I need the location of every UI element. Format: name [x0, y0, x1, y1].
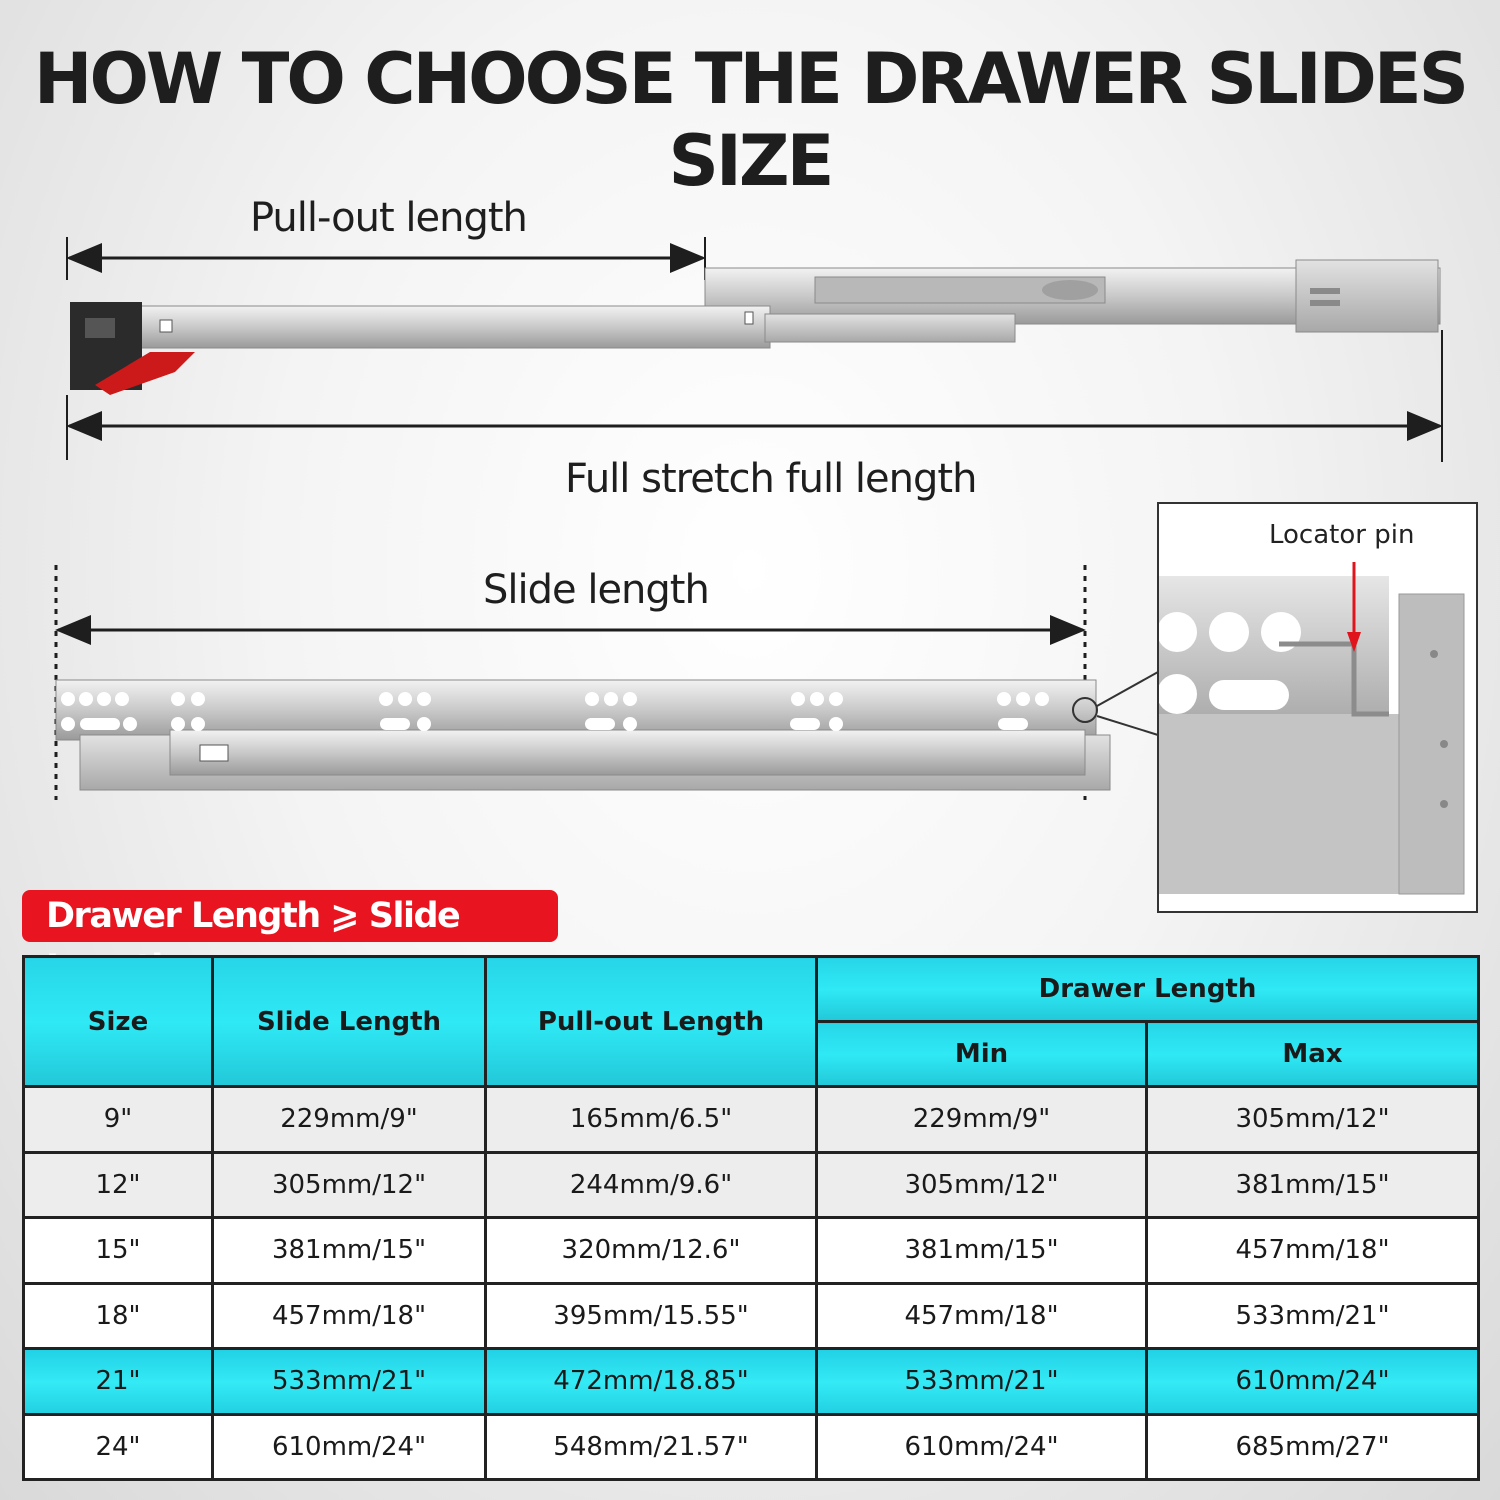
table-row [24, 1218, 1479, 1284]
size-table [22, 955, 1480, 1481]
cell-size: 15" [24, 1218, 213, 1284]
cell-drawer-min: 305mm/12" [817, 1152, 1147, 1218]
cell-pull-out-length: 472mm/18.85" [486, 1349, 817, 1415]
cell-drawer-max: 685mm/27" [1147, 1414, 1479, 1480]
cell-slide-length: 305mm/12" [213, 1152, 486, 1218]
table-row [24, 1414, 1479, 1480]
cell-drawer-min: 229mm/9" [817, 1087, 1147, 1153]
header-max: Max [1147, 1022, 1479, 1087]
locator-pin-closeup [1159, 504, 1478, 913]
header-drawer-length: Drawer Length [817, 957, 1479, 1022]
cell-drawer-min: 533mm/21" [817, 1349, 1147, 1415]
cell-drawer-min: 610mm/24" [817, 1414, 1147, 1480]
slide-length-label: Slide length [483, 567, 709, 613]
cell-slide-length: 610mm/24" [213, 1414, 486, 1480]
table-row [24, 1283, 1479, 1349]
cell-pull-out-length: 548mm/21.57" [486, 1414, 817, 1480]
cell-pull-out-length: 165mm/6.5" [486, 1087, 817, 1153]
cell-size: 9" [24, 1087, 213, 1153]
full-stretch-length-label: Full stretch full length [565, 456, 977, 502]
cell-pull-out-length: 320mm/12.6" [486, 1218, 817, 1284]
cell-drawer-max: 381mm/15" [1147, 1152, 1479, 1218]
page-title: HOW TO CHOOSE THE DRAWER SLIDES SIZE [33, 38, 1467, 202]
cell-drawer-max: 533mm/21" [1147, 1283, 1479, 1349]
cell-drawer-max: 457mm/18" [1147, 1218, 1479, 1284]
cell-pull-out-length: 395mm/15.55" [486, 1283, 817, 1349]
header-size: Size [24, 957, 213, 1087]
table-row [24, 1152, 1479, 1218]
header-pull-out-length: Pull-out Length [486, 957, 817, 1087]
cell-slide-length: 381mm/15" [213, 1218, 486, 1284]
cell-size: 18" [24, 1283, 213, 1349]
table-row [24, 1087, 1479, 1153]
locator-pin-label: Locator pin [1269, 520, 1415, 550]
full-stretch-dimension [67, 330, 1442, 462]
cell-size: 24" [24, 1414, 213, 1480]
closed-slide [56, 672, 1158, 790]
cell-slide-length: 533mm/21" [213, 1349, 486, 1415]
cell-size: 21" [24, 1349, 213, 1415]
header-slide-length: Slide Length [213, 957, 486, 1087]
cell-drawer-min: 457mm/18" [817, 1283, 1147, 1349]
header-min: Min [817, 1022, 1147, 1087]
cell-size: 12" [24, 1152, 213, 1218]
rule-badge: Drawer Length ⩾ Slide [22, 890, 558, 942]
pull-out-dimension [67, 237, 705, 280]
pull-out-length-label: Pull-out length [250, 195, 527, 241]
cell-drawer-max: 610mm/24" [1147, 1349, 1479, 1415]
cell-pull-out-length: 244mm/9.6" [486, 1152, 817, 1218]
locator-pin-inset [1157, 502, 1478, 913]
cell-drawer-max: 305mm/12" [1147, 1087, 1479, 1153]
cell-slide-length: 457mm/18" [213, 1283, 486, 1349]
cell-slide-length: 229mm/9" [213, 1087, 486, 1153]
extended-slide [70, 260, 1440, 395]
table-row-highlighted [24, 1349, 1479, 1415]
cell-drawer-min: 381mm/15" [817, 1218, 1147, 1284]
